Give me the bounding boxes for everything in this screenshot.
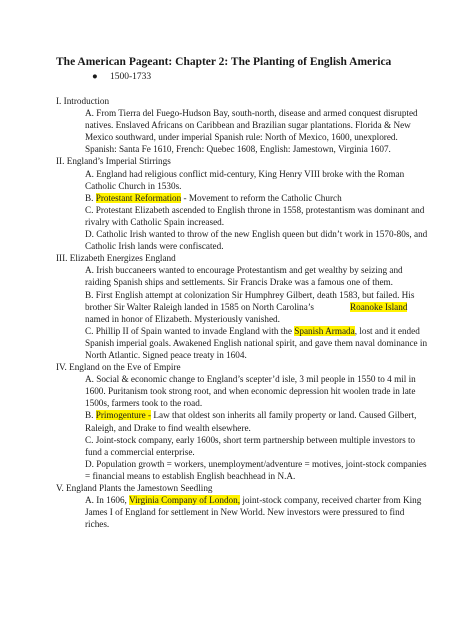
highlighted-term: Protestant Reformation [95,192,182,203]
highlighted-term: Primogenture - [95,410,152,421]
outline-item [85,289,428,325]
section-heading: V. England Plants the Jamestown Seedling [56,483,213,493]
document-title: The American Pageant: Chapter 2: The Planting of English America [56,56,392,68]
outline-item [85,107,428,155]
section-heading: I. Introduction [56,96,110,106]
item-text: D. Population growth = workers, unemployment/adventure = motives, joint-stock companies = financial means to establish English beachhead in N.A. [85,458,427,481]
item-text: D. Catholic Irish wanted to throw of the new English queen but didn’t work in 1570-80s, and Catholic Irish lands were confiscated. [85,229,428,252]
highlighted-term: Roanoke Island [350,301,408,312]
item-text: A. Social & economic change to England’s scepter’d isle, 3 mil people in 1550 to 4 mil in 1600. Puritanism took strong root, and when economic depression hit woolen trade in late 1500s, farmers took to the road. [85,374,416,409]
item-text-before: C. Phillip II of Spain wanted to invade England with the [85,325,295,336]
outline-item [85,228,428,252]
outline-item [85,409,428,433]
outline-item [85,264,428,288]
outline-content [56,95,428,530]
date-range-bullet [92,72,151,82]
section-heading: III. Elizabeth Energizes England [56,253,176,264]
outline-item [85,192,428,204]
highlighted-term: Virginia Company of London, [128,495,241,506]
item-text: A. From Tierra del Fuego-Hudson Bay, south-north, disease and armed conquest disrupted natives. Enslaved Africans on Caribbean and Brazilian sugar plantations. Florida & New Mexico southward, under imperial Spanish rule: North of Mexico, 1600, unexplored. Spanish: Santa Fe 1610, French: Quebec 1608, English: Jamestown, Virginia 1607. [85,108,418,155]
bullet-icon: ● [92,72,98,82]
outline-item [85,434,428,458]
date-range-text: 1500-1733 [110,72,152,82]
outline-item [85,168,428,192]
outline-item [85,325,428,361]
highlighted-term: Spanish Armada [294,325,355,336]
item-text-before: B. [85,410,96,421]
outline-item [85,204,428,228]
item-text-before: A. In 1606, [85,495,129,506]
item-text-after: , lost and it ended Spanish imperial goals. Awakened English national spirit, and gave them naval dominance in North Atlantic. Signed peace treaty in 1604. [85,325,428,360]
section-heading: II. England’s Imperial Stirrings [56,156,171,167]
item-text: C. Protestant Elizabeth ascended to English throne in 1558, protestantism was dominant and rivalry with Catholic Spain increased. [85,204,425,227]
outline-item [85,458,428,482]
item-text-before: B. [85,192,96,203]
item-text-after: named in honor of Elizabeth. Mysteriously vanished. [85,313,280,324]
item-text: A. England had religious conflict mid-century, King Henry VIII broke with the Roman Catholic Church in 1530s. [85,168,405,191]
item-text: A. Irish buccaneers wanted to encourage Protestantism and get wealthy by seizing and raiding Spanish ships and settlements. Sir Francis Drake was a famous one of them. [85,265,403,288]
outline-item [85,373,428,409]
item-text-before: B. First English attempt at colonization Sir Humphrey Gilbert, death 1583, but failed. His brother Sir Walter Raleigh landed in 1585 on North Carolina’s [85,289,415,312]
item-text-after: joint-stock company, received charter from King James I of England for settlement in New World. New investors were pressured to find riches. [85,495,422,530]
item-text-after: Law that oldest son inherits all family property or land. Caused Gilbert, Raleigh, and Drake to find wealth elsewhere. [85,410,417,433]
item-text-after: - Movement to reform the Catholic Church [181,192,342,203]
outline-item [85,494,428,530]
section-heading: IV. England on the Eve of Empire [56,362,181,373]
item-text: C. Joint-stock company, early 1600s, short term partnership between multiple investors to fund a commercial enterprise. [85,434,416,457]
